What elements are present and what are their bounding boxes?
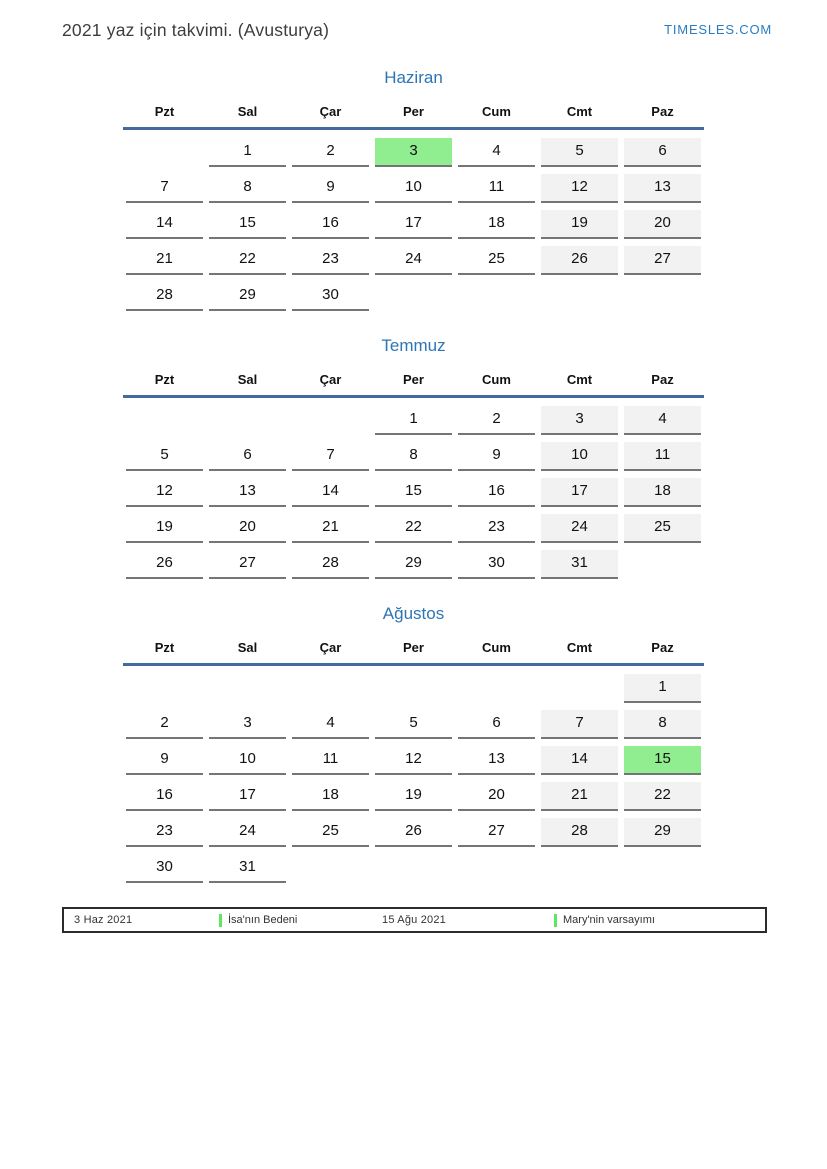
month-title: Ağustos	[382, 604, 445, 623]
day-cell	[541, 854, 618, 883]
day-cell: 10	[541, 442, 618, 471]
weekday-label: Sal	[237, 372, 258, 387]
legend-item	[219, 914, 382, 927]
week-row	[123, 514, 704, 550]
weekday-label: Çar	[319, 372, 342, 387]
day-cell: 10	[209, 746, 286, 775]
page-title: 2021 yaz için takvimi. (Avusturya)	[62, 20, 330, 40]
day-cell: 20	[624, 210, 701, 239]
day-cell: 23	[292, 246, 369, 275]
weekday-label: Per	[403, 372, 424, 387]
day-cell: 30	[292, 282, 369, 311]
month-calendar	[123, 335, 704, 586]
day-cell: 16	[458, 478, 535, 507]
day-cell: 7	[292, 442, 369, 471]
weekday-label: Per	[403, 104, 424, 119]
day-cell: 4	[624, 406, 701, 435]
week-row	[123, 442, 704, 478]
day-cell: 13	[458, 746, 535, 775]
weekday-label: Paz	[651, 640, 674, 655]
day-cell	[458, 854, 535, 883]
week-row	[123, 674, 704, 710]
day-cell: 25	[292, 818, 369, 847]
day-cell: 1	[624, 674, 701, 703]
holiday-color-swatch-icon	[219, 914, 222, 927]
weekday-label: Paz	[651, 104, 674, 119]
day-cell: 6	[458, 710, 535, 739]
day-cell: 25	[624, 514, 701, 543]
legend-label: Mary'nin varsayımı	[563, 914, 655, 926]
weeks-grid	[123, 674, 704, 890]
day-cell: 1	[209, 138, 286, 167]
day-cell: 13	[624, 174, 701, 203]
day-cell	[292, 406, 369, 435]
week-row	[123, 782, 704, 818]
holiday-color-swatch-icon	[554, 914, 557, 927]
weeks-grid	[123, 138, 704, 318]
day-cell: 11	[624, 442, 701, 471]
day-cell: 26	[126, 550, 203, 579]
day-cell	[375, 854, 452, 883]
legend-date: 15 Ağu 2021	[382, 914, 446, 926]
day-cell	[292, 674, 369, 703]
day-cell: 12	[375, 746, 452, 775]
month-header-rule	[123, 395, 704, 398]
day-cell: 5	[541, 138, 618, 167]
day-cell: 9	[126, 746, 203, 775]
month-header-rule	[123, 127, 704, 130]
day-cell	[624, 854, 701, 883]
legend-date: 3 Haz 2021	[74, 914, 133, 926]
day-cell	[458, 282, 535, 311]
day-cell: 28	[292, 550, 369, 579]
day-cell: 15	[624, 746, 701, 775]
day-cell	[624, 282, 701, 311]
month-calendar	[123, 603, 704, 890]
day-cell	[458, 674, 535, 703]
day-cell: 17	[375, 210, 452, 239]
month-title: Temmuz	[381, 336, 446, 355]
day-cell: 18	[624, 478, 701, 507]
day-cell	[126, 674, 203, 703]
day-cell: 24	[375, 246, 452, 275]
week-row	[123, 282, 704, 318]
day-cell: 15	[209, 210, 286, 239]
day-cell: 8	[375, 442, 452, 471]
calendar-months	[0, 67, 827, 890]
day-cell: 5	[375, 710, 452, 739]
day-cell: 14	[292, 478, 369, 507]
day-cell: 3	[541, 406, 618, 435]
day-cell: 24	[541, 514, 618, 543]
week-row	[123, 210, 704, 246]
day-cell: 4	[292, 710, 369, 739]
day-cell: 6	[624, 138, 701, 167]
day-cell	[126, 406, 203, 435]
day-cell: 25	[458, 246, 535, 275]
day-cell: 2	[458, 406, 535, 435]
weekday-label: Sal	[237, 104, 258, 119]
month-calendar	[123, 67, 704, 318]
week-row	[123, 406, 704, 442]
weekday-label: Cmt	[566, 104, 593, 119]
weekday-label: Per	[403, 640, 424, 655]
day-cell: 9	[292, 174, 369, 203]
day-cell: 27	[458, 818, 535, 847]
day-cell: 29	[375, 550, 452, 579]
day-cell: 24	[209, 818, 286, 847]
day-cell: 21	[292, 514, 369, 543]
weekday-label: Cmt	[566, 640, 593, 655]
day-cell: 27	[209, 550, 286, 579]
weekday-label: Cum	[482, 104, 511, 119]
day-cell	[541, 674, 618, 703]
day-cell	[292, 854, 369, 883]
day-cell: 17	[209, 782, 286, 811]
day-cell: 26	[375, 818, 452, 847]
day-cell	[209, 674, 286, 703]
day-cell: 31	[209, 854, 286, 883]
day-cell: 17	[541, 478, 618, 507]
day-cell: 11	[292, 746, 369, 775]
month-header-rule	[123, 663, 704, 666]
week-row	[123, 854, 704, 890]
month-title: Haziran	[384, 68, 443, 87]
day-cell: 28	[541, 818, 618, 847]
day-cell: 23	[126, 818, 203, 847]
weekday-label: Çar	[319, 640, 342, 655]
weekday-header-row	[123, 638, 704, 658]
day-cell: 27	[624, 246, 701, 275]
brand-link[interactable]: TIMESLES.COM	[664, 22, 772, 37]
day-cell	[624, 550, 701, 579]
day-cell: 20	[458, 782, 535, 811]
day-cell: 12	[541, 174, 618, 203]
day-cell: 21	[126, 246, 203, 275]
week-row	[123, 746, 704, 782]
weekday-label: Cmt	[566, 372, 593, 387]
day-cell: 19	[126, 514, 203, 543]
day-cell: 28	[126, 282, 203, 311]
day-cell: 8	[624, 710, 701, 739]
day-cell	[126, 138, 203, 167]
day-cell: 11	[458, 174, 535, 203]
week-row	[123, 478, 704, 514]
day-cell: 22	[209, 246, 286, 275]
day-cell: 16	[292, 210, 369, 239]
weekday-label: Pzt	[154, 104, 175, 119]
day-cell: 2	[292, 138, 369, 167]
day-cell: 2	[126, 710, 203, 739]
weekday-label: Paz	[651, 372, 674, 387]
weeks-grid	[123, 406, 704, 586]
day-cell: 7	[541, 710, 618, 739]
page-header	[0, 0, 827, 41]
day-cell: 26	[541, 246, 618, 275]
day-cell	[209, 406, 286, 435]
day-cell: 21	[541, 782, 618, 811]
day-cell: 3	[375, 138, 452, 167]
day-cell: 19	[375, 782, 452, 811]
day-cell: 3	[209, 710, 286, 739]
week-row	[123, 174, 704, 210]
legend-item	[554, 914, 755, 927]
weekday-label: Cum	[482, 372, 511, 387]
weekday-header-row	[123, 370, 704, 390]
day-cell: 31	[541, 550, 618, 579]
holiday-legend	[62, 907, 767, 933]
day-cell: 5	[126, 442, 203, 471]
day-cell: 18	[292, 782, 369, 811]
day-cell: 18	[458, 210, 535, 239]
weekday-label: Sal	[237, 640, 258, 655]
day-cell: 29	[624, 818, 701, 847]
day-cell: 7	[126, 174, 203, 203]
day-cell: 14	[541, 746, 618, 775]
weekday-label: Pzt	[154, 640, 175, 655]
day-cell: 12	[126, 478, 203, 507]
day-cell: 22	[624, 782, 701, 811]
day-cell: 20	[209, 514, 286, 543]
day-cell: 9	[458, 442, 535, 471]
day-cell: 8	[209, 174, 286, 203]
day-cell: 19	[541, 210, 618, 239]
day-cell: 23	[458, 514, 535, 543]
day-cell: 30	[126, 854, 203, 883]
day-cell: 14	[126, 210, 203, 239]
weekday-header-row	[123, 102, 704, 122]
day-cell: 29	[209, 282, 286, 311]
day-cell	[375, 674, 452, 703]
weekday-label: Cum	[482, 640, 511, 655]
day-cell: 13	[209, 478, 286, 507]
day-cell: 30	[458, 550, 535, 579]
weekday-label: Pzt	[154, 372, 175, 387]
day-cell: 4	[458, 138, 535, 167]
day-cell: 22	[375, 514, 452, 543]
day-cell	[541, 282, 618, 311]
week-row	[123, 138, 704, 174]
day-cell	[375, 282, 452, 311]
day-cell: 1	[375, 406, 452, 435]
week-row	[123, 246, 704, 282]
day-cell: 15	[375, 478, 452, 507]
week-row	[123, 550, 704, 586]
week-row	[123, 818, 704, 854]
day-cell: 10	[375, 174, 452, 203]
week-row	[123, 710, 704, 746]
weekday-label: Çar	[319, 104, 342, 119]
day-cell: 16	[126, 782, 203, 811]
legend-label: İsa'nın Bedeni	[228, 914, 298, 926]
day-cell: 6	[209, 442, 286, 471]
